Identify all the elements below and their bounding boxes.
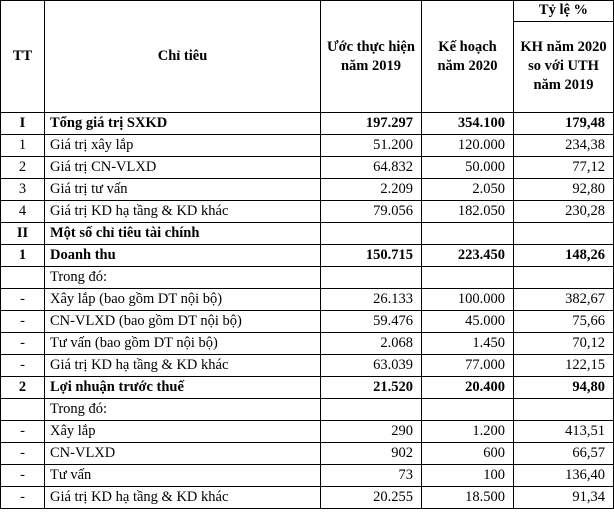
row-kh xyxy=(422,223,514,245)
row-tt: I xyxy=(1,113,45,135)
row-uth xyxy=(321,399,422,421)
row-label: Giá trị tư vấn xyxy=(45,179,321,201)
row-kh xyxy=(422,267,514,289)
row-uth: 2.068 xyxy=(321,333,422,355)
table-row xyxy=(1,355,614,377)
row-ratio xyxy=(514,267,614,289)
row-label: Tổng giá trị SXKD xyxy=(45,113,321,135)
row-uth xyxy=(321,267,422,289)
row-kh: 100 xyxy=(422,465,514,487)
row-kh: 2.050 xyxy=(422,179,514,201)
header-chi-tieu: Chỉ tiêu xyxy=(45,1,321,113)
row-kh xyxy=(422,399,514,421)
row-tt: - xyxy=(1,333,45,355)
row-uth: 20.255 xyxy=(321,487,422,509)
row-uth: 26.133 xyxy=(321,289,422,311)
row-ratio: 230,28 xyxy=(514,201,614,223)
row-uth: 21.520 xyxy=(321,377,422,399)
table-row xyxy=(1,157,614,179)
row-kh: 223.450 xyxy=(422,245,514,267)
table-row xyxy=(1,421,614,443)
row-ratio: 94,80 xyxy=(514,377,614,399)
table-row xyxy=(1,377,614,399)
header-tt: TT xyxy=(1,1,45,113)
table-row xyxy=(1,399,614,421)
table-row xyxy=(1,443,614,465)
row-uth: 197.297 xyxy=(321,113,422,135)
table-row xyxy=(1,201,614,223)
header-ke-hoach: Kế hoạch năm 2020 xyxy=(422,1,514,113)
row-ratio: 382,67 xyxy=(514,289,614,311)
row-kh: 45.000 xyxy=(422,311,514,333)
row-label: Xây lắp (bao gồm DT nội bộ) xyxy=(45,289,321,311)
row-tt: - xyxy=(1,465,45,487)
row-kh: 600 xyxy=(422,443,514,465)
row-kh: 20.400 xyxy=(422,377,514,399)
row-tt xyxy=(1,267,45,289)
row-ratio: 77,12 xyxy=(514,157,614,179)
row-ratio: 70,12 xyxy=(514,333,614,355)
row-label: CN-VLXD xyxy=(45,443,321,465)
row-label: Tư vấn (bao gồm DT nội bộ) xyxy=(45,333,321,355)
table-row xyxy=(1,289,614,311)
row-ratio: 66,57 xyxy=(514,443,614,465)
row-kh: 120.000 xyxy=(422,135,514,157)
table-row xyxy=(1,223,614,245)
row-label: Doanh thu xyxy=(45,245,321,267)
row-label: Giá trị CN-VLXD xyxy=(45,157,321,179)
header-ty-le: Tỷ lệ % xyxy=(514,1,614,22)
row-ratio: 75,66 xyxy=(514,311,614,333)
row-ratio xyxy=(514,399,614,421)
row-label: Lợi nhuận trước thuế xyxy=(45,377,321,399)
row-tt: 1 xyxy=(1,245,45,267)
row-ratio: 179,48 xyxy=(514,113,614,135)
row-kh: 1.200 xyxy=(422,421,514,443)
row-kh: 100.000 xyxy=(422,289,514,311)
row-uth: 902 xyxy=(321,443,422,465)
row-ratio: 136,40 xyxy=(514,465,614,487)
table-row xyxy=(1,487,614,509)
table-row xyxy=(1,113,614,135)
row-ratio: 234,38 xyxy=(514,135,614,157)
row-uth: 51.200 xyxy=(321,135,422,157)
row-label: Trong đó: xyxy=(45,399,321,421)
row-tt: 2 xyxy=(1,157,45,179)
row-tt: 2 xyxy=(1,377,45,399)
table-row xyxy=(1,245,614,267)
row-tt: - xyxy=(1,355,45,377)
header-uoc-thuc-hien: Ước thực hiện năm 2019 xyxy=(321,1,422,113)
row-label: Xây lắp xyxy=(45,421,321,443)
row-label: Trong đó: xyxy=(45,267,321,289)
table-row xyxy=(1,267,614,289)
row-tt: - xyxy=(1,443,45,465)
row-label: Tư vấn xyxy=(45,465,321,487)
row-kh: 182.050 xyxy=(422,201,514,223)
table-row xyxy=(1,465,614,487)
row-uth: 2.209 xyxy=(321,179,422,201)
row-tt: 3 xyxy=(1,179,45,201)
row-uth: 150.715 xyxy=(321,245,422,267)
row-tt: - xyxy=(1,421,45,443)
row-tt: 1 xyxy=(1,135,45,157)
table-row xyxy=(1,333,614,355)
row-ratio: 91,34 xyxy=(514,487,614,509)
row-tt: 4 xyxy=(1,201,45,223)
row-tt: II xyxy=(1,223,45,245)
row-uth: 59.476 xyxy=(321,311,422,333)
row-label: Giá trị KD hạ tầng & KD khác xyxy=(45,201,321,223)
row-label: Giá trị xây lắp xyxy=(45,135,321,157)
row-ratio: 92,80 xyxy=(514,179,614,201)
row-ratio xyxy=(514,223,614,245)
table-row xyxy=(1,179,614,201)
row-kh: 1.450 xyxy=(422,333,514,355)
row-label: Giá trị KD hạ tầng & KD khác xyxy=(45,487,321,509)
row-kh: 77.000 xyxy=(422,355,514,377)
row-tt: - xyxy=(1,289,45,311)
header-ty-le-sub: KH năm 2020 so với UTH năm 2019 xyxy=(514,21,614,112)
row-ratio: 413,51 xyxy=(514,421,614,443)
row-uth: 63.039 xyxy=(321,355,422,377)
row-tt: - xyxy=(1,311,45,333)
row-label: Giá trị KD hạ tầng & KD khác xyxy=(45,355,321,377)
row-kh: 18.500 xyxy=(422,487,514,509)
row-uth: 79.056 xyxy=(321,201,422,223)
row-ratio: 148,26 xyxy=(514,245,614,267)
row-label: Một số chỉ tiêu tài chính xyxy=(45,223,321,245)
row-tt: - xyxy=(1,487,45,509)
table-row xyxy=(1,311,614,333)
row-uth: 73 xyxy=(321,465,422,487)
row-uth xyxy=(321,223,422,245)
table-row xyxy=(1,135,614,157)
row-ratio: 122,15 xyxy=(514,355,614,377)
row-kh: 354.100 xyxy=(422,113,514,135)
row-uth: 290 xyxy=(321,421,422,443)
row-uth: 64.832 xyxy=(321,157,422,179)
row-kh: 50.000 xyxy=(422,157,514,179)
row-label: CN-VLXD (bao gồm DT nội bộ) xyxy=(45,311,321,333)
row-tt xyxy=(1,399,45,421)
